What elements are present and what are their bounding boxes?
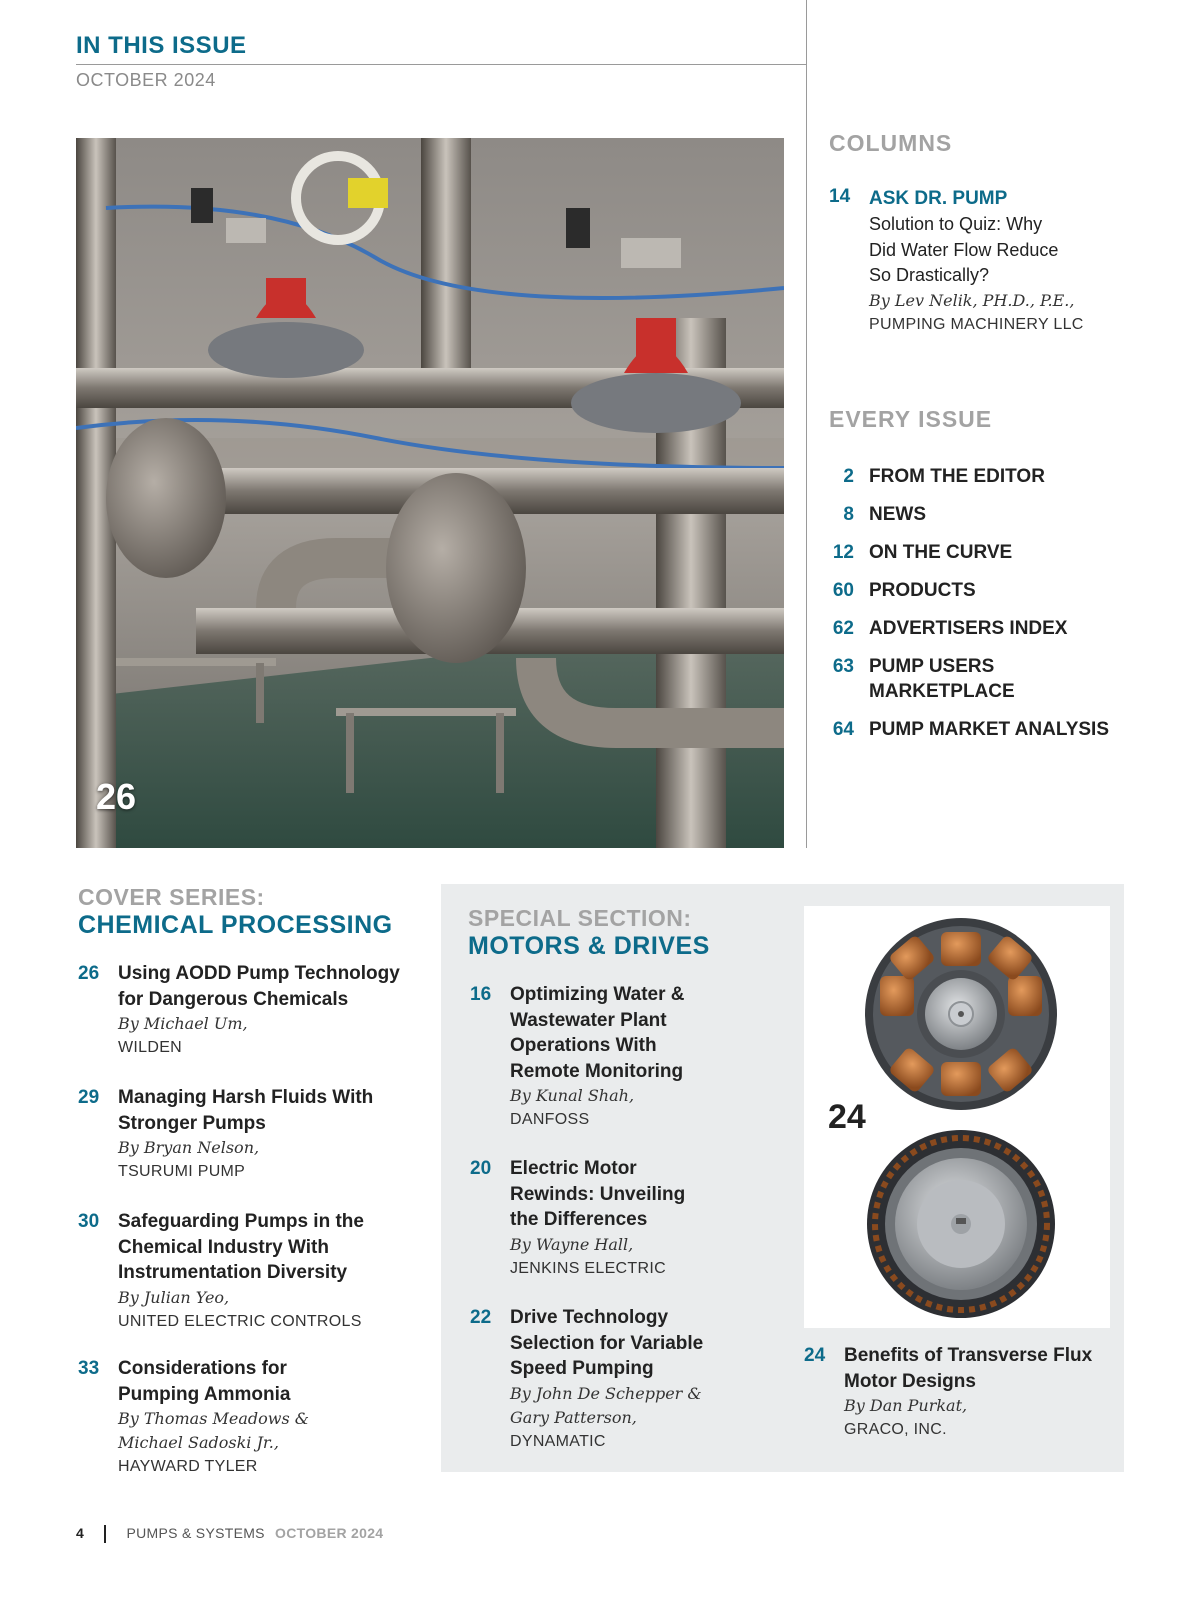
item-page-number: 64 bbox=[832, 719, 854, 740]
entry-title: ASK DR. PUMP bbox=[869, 188, 1008, 209]
page-title: IN THIS ISSUE bbox=[76, 32, 247, 59]
item-page-number: 12 bbox=[832, 542, 854, 563]
list-item[interactable] bbox=[829, 616, 1169, 641]
footer-page-number: 4 bbox=[76, 1525, 85, 1541]
list-item[interactable] bbox=[829, 654, 1015, 704]
special-section-kicker: SPECIAL SECTION: bbox=[468, 905, 692, 931]
cover-series-kicker: COVER SERIES: bbox=[78, 884, 265, 910]
article-company: GRACO, INC. bbox=[844, 1421, 947, 1438]
article-title: Using AODD Pump Technology for Dangerous Chemicals bbox=[118, 963, 400, 1010]
header-divider bbox=[76, 64, 806, 65]
article-company: DANFOSS bbox=[510, 1111, 590, 1128]
article-title: Benefits of Transverse Flux Motor Designs bbox=[844, 1345, 1093, 1392]
column-divider bbox=[806, 0, 807, 848]
list-item[interactable] bbox=[829, 540, 1169, 565]
item-label: PRODUCTS bbox=[869, 580, 976, 601]
every-issue-heading: EVERY ISSUE bbox=[829, 406, 993, 432]
entry-byline: By Lev Nelik, PH.D., P.E., bbox=[869, 290, 1075, 310]
entry-description: Solution to Quiz: Why Did Water Flow Reduce So Drastically? bbox=[869, 214, 1059, 285]
article-title: Considerations for Pumping Ammonia bbox=[118, 1358, 291, 1405]
footer-publication: PUMPS & SYSTEMS bbox=[126, 1525, 265, 1541]
item-page-number: 8 bbox=[843, 504, 854, 525]
pump-installation-illustration bbox=[76, 138, 784, 848]
item-page-number: 63 bbox=[832, 656, 854, 677]
article-page-number: 33 bbox=[78, 1358, 100, 1379]
article-company: TSURUMI PUMP bbox=[118, 1163, 246, 1180]
list-item[interactable] bbox=[829, 502, 1169, 527]
article-byline: By John De Schepper & Gary Patterson, bbox=[510, 1383, 702, 1427]
item-label: PUMP MARKET ANALYSIS bbox=[869, 719, 1109, 740]
article-title: Electric Motor Rewinds: Unveiling the Differences bbox=[510, 1158, 686, 1230]
cover-series-title: CHEMICAL PROCESSING bbox=[78, 911, 393, 939]
article-company: WILDEN bbox=[118, 1039, 183, 1056]
item-label: ON THE CURVE bbox=[869, 542, 1013, 563]
list-item[interactable] bbox=[829, 464, 1169, 489]
item-page-number: 62 bbox=[832, 618, 854, 639]
list-item[interactable] bbox=[829, 717, 1169, 742]
columns-heading: COLUMNS bbox=[829, 130, 953, 156]
motor-photo-page-number: 24 bbox=[828, 1098, 866, 1136]
article-title: Drive Technology Selection for Variable Speed Pumping bbox=[510, 1307, 704, 1379]
article-company: HAYWARD TYLER bbox=[118, 1458, 258, 1475]
article-byline: By Bryan Nelson, bbox=[118, 1138, 260, 1157]
every-issue-list bbox=[829, 464, 1169, 755]
article-byline: By Michael Um, bbox=[118, 1014, 248, 1033]
article-page-number: 20 bbox=[470, 1158, 492, 1179]
article-byline: By Dan Purkat, bbox=[844, 1396, 968, 1415]
article-page-number: 24 bbox=[804, 1345, 826, 1366]
article-page-number: 26 bbox=[78, 963, 100, 984]
article-title: Managing Harsh Fluids With Stronger Pumps bbox=[118, 1087, 374, 1134]
article-company: JENKINS ELECTRIC bbox=[510, 1259, 666, 1277]
item-page-number: 2 bbox=[843, 466, 854, 487]
article-title: Optimizing Water & Wastewater Plant Operations With Remote Monitoring bbox=[510, 984, 685, 1082]
list-item[interactable] bbox=[829, 578, 1169, 603]
article-page-number: 29 bbox=[78, 1087, 100, 1108]
item-label: FROM THE EDITOR bbox=[869, 466, 1045, 487]
article-page-number: 30 bbox=[78, 1211, 100, 1232]
motor-photo bbox=[804, 906, 1110, 1328]
article-byline: By Thomas Meadows & Michael Sadoski Jr., bbox=[118, 1409, 309, 1452]
item-label: NEWS bbox=[869, 504, 926, 525]
page-footer bbox=[76, 1525, 383, 1543]
special-section-title: MOTORS & DRIVES bbox=[468, 932, 710, 960]
item-label: ADVERTISERS INDEX bbox=[869, 618, 1068, 639]
photo-page-number: 26 bbox=[96, 776, 137, 817]
entry-page-number: 14 bbox=[829, 186, 851, 207]
issue-date: OCTOBER 2024 bbox=[76, 70, 216, 90]
article-company: UNITED ELECTRIC CONTROLS bbox=[118, 1312, 362, 1330]
item-label: PUMP USERS MARKETPLACE bbox=[869, 656, 1015, 702]
article-company: DYNAMATIC bbox=[510, 1432, 606, 1450]
article-page-number: 22 bbox=[470, 1307, 492, 1328]
article-title: Safeguarding Pumps in the Chemical Industry With Instrumentation Diversity bbox=[118, 1211, 364, 1283]
footer-divider bbox=[104, 1525, 106, 1543]
article-byline: By Wayne Hall, bbox=[510, 1234, 634, 1254]
article-byline: By Julian Yeo, bbox=[118, 1287, 230, 1307]
cover-photo bbox=[76, 138, 784, 848]
entry-company: PUMPING MACHINERY LLC bbox=[869, 315, 1084, 333]
article-page-number: 16 bbox=[470, 984, 492, 1005]
footer-date: OCTOBER 2024 bbox=[275, 1525, 384, 1541]
article-byline: By Kunal Shah, bbox=[510, 1086, 635, 1105]
item-page-number: 60 bbox=[832, 580, 854, 601]
